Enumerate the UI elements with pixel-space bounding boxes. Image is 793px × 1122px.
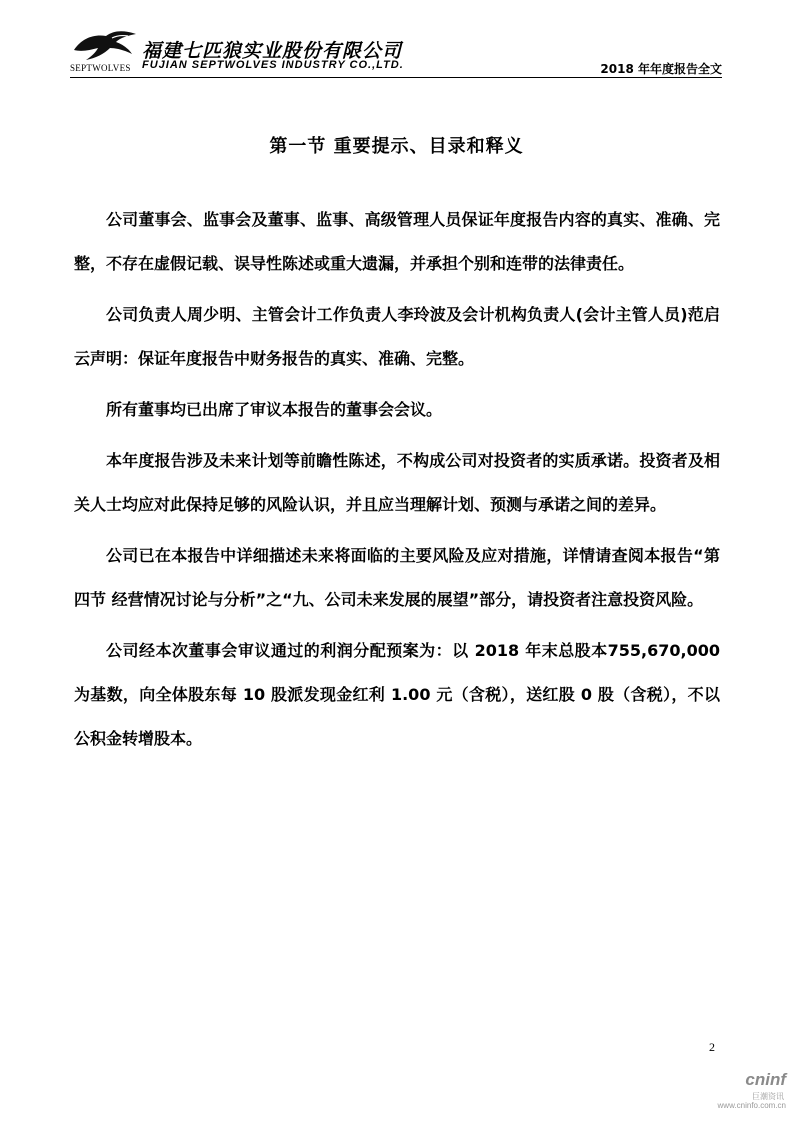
section-title: 第一节 重要提示、目录和释义 <box>269 136 524 157</box>
page-number: 2 <box>709 1040 715 1054</box>
company-name-cn: 福建七匹狼实业股份有限公司 <box>142 40 403 62</box>
brand-name: SEPTWOLVES <box>70 63 131 73</box>
wolf-logo-icon <box>72 28 138 64</box>
company-name-en: FUJIAN SEPTWOLVES INDUSTRY CO.,LTD. <box>142 59 404 71</box>
paragraph: 本年度报告涉及未来计划等前瞻性陈述，不构成公司对投资者的实质承诺。投资者及相关人士均应对此保持足够的风险认识，并且应当理解计划、预测与承诺之间的差异。 <box>74 451 720 514</box>
header-divider <box>70 77 722 78</box>
body-text <box>74 198 720 768</box>
paragraph: 公司董事会、监事会及董事、监事、高级管理人员保证年度报告内容的真实、准确、完整，不存在虚假记载、误导性陈述或重大遗漏，并承担个别和连带的法律责任。 <box>74 210 720 273</box>
watermark-cn: 巨潮资讯 <box>752 1092 784 1101</box>
watermark-url: www.cninfo.com.cn <box>717 1101 786 1110</box>
paragraph: 公司负责人周少明、主管会计工作负责人李玲波及会计机构负责人(会计主管人员)范启云声明：保证年度报告中财务报告的真实、准确、完整。 <box>74 305 720 368</box>
paragraph: 公司已在本报告中详细描述未来将面临的主要风险及应对措施，详情请查阅本报告“第四节 经营情况讨论与分析”之“九、公司未来发展的展望”部分，请投资者注意投资风险。 <box>74 546 720 609</box>
cninf-logo-icon: cninf <box>745 1070 786 1089</box>
page-header <box>70 26 722 78</box>
watermark <box>717 1070 786 1114</box>
report-tag: 2018 年年度报告全文 <box>600 62 722 76</box>
paragraph: 所有董事均已出席了审议本报告的董事会会议。 <box>106 400 443 419</box>
paragraph: 公司经本次董事会审议通过的利润分配预案为：以 2018 年末总股本755,670,000 为基数，向全体股东每 10 股派发现金红利 1.00 元（含税），送红股 0 股（含税），不以公积金转增股本。 <box>74 641 720 748</box>
